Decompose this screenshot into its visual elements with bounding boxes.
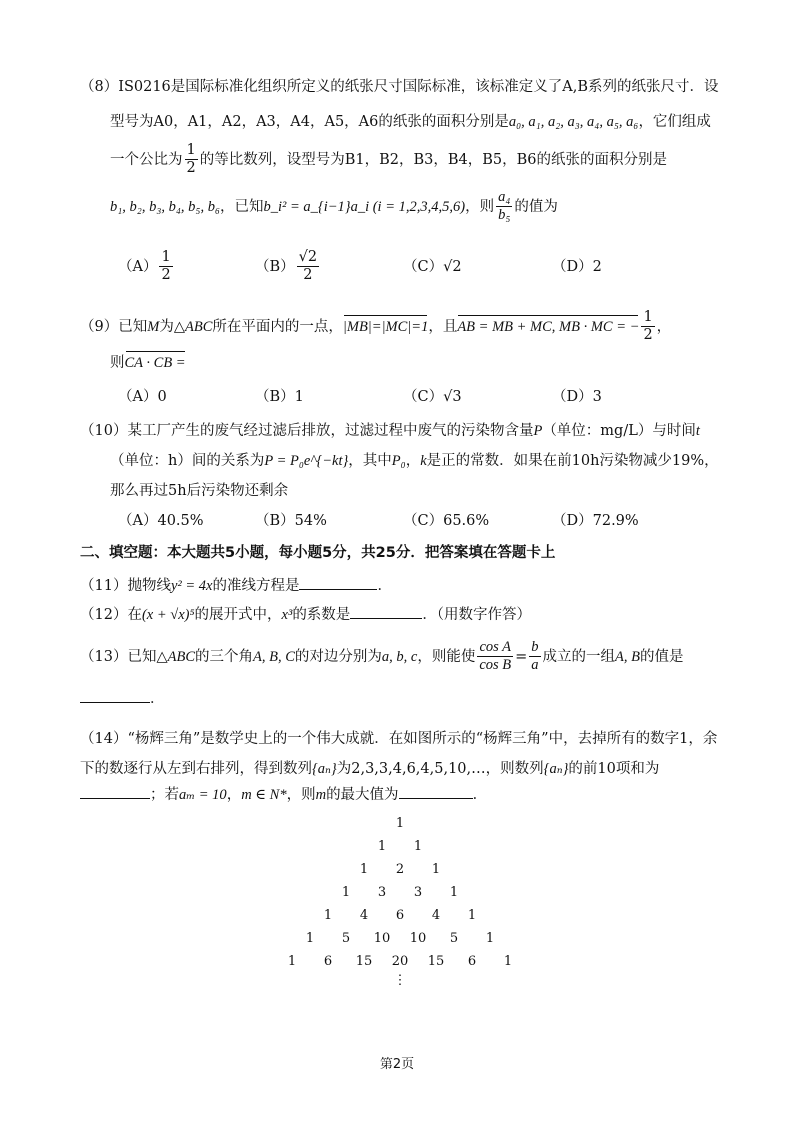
q14-line1: （14）“杨辉三角”是数学史上的一个伟大成就．在如图所示的“杨辉三角”中，去掉所有的数字1，余 <box>80 731 718 747</box>
q8-option-b[interactable]: （B） $\frac{√2}{2}$ <box>255 249 318 283</box>
triangle-number: 1 <box>287 954 297 969</box>
q8-line3: 一个公比为 $\frac{1}{2}$ 的等比数列，设型号为B1，B2，B3，B4，B5，B6的纸张的面积分别是 <box>110 142 668 176</box>
triangle-number: 5 <box>341 931 351 946</box>
triangle-number: 1 <box>449 885 459 900</box>
triangle-number: 20 <box>391 954 409 969</box>
triangle-number: 15 <box>427 954 445 969</box>
q11-answer-blank[interactable] <box>299 588 377 590</box>
triangle-number: 5 <box>449 931 459 946</box>
q8-option-c[interactable]: （C）√2 <box>403 259 462 275</box>
q14-line3: ；若aₘ = 10，m ∈ N*，则m的最大值为 ． <box>80 786 487 806</box>
triangle-number: 1 <box>323 908 333 923</box>
page-number: 第2页 <box>379 1057 415 1072</box>
triangle-continuation: ⋮ <box>393 973 407 988</box>
q9-option-c[interactable]: （C）√3 <box>403 389 462 405</box>
q13-answer-blank[interactable] <box>80 701 150 703</box>
triangle-number: 1 <box>305 931 315 946</box>
q10-line2: （单位：h）间的关系为P = P₀e^{−kt}，其中P₀，k是正的常数．如果在前10h污染物减少19%， <box>110 453 719 469</box>
q13-line1: （13）已知△ABC的三个角A, B, C的对边分别为a, b, c，则能使 $\frac{\text{cos A}}{\text{cos B}}$ = $\frac{b}{a}$ 成立的一组A, B的值是 <box>80 639 684 673</box>
triangle-number: 1 <box>395 816 405 831</box>
q10-option-c[interactable]: （C）65.6% <box>403 513 490 529</box>
q12: （12）在(x + √x)⁵的展开式中，x³的系数是 ．（用数字作答） <box>80 607 532 623</box>
triangle-number: 1 <box>503 954 513 969</box>
q8-line2: 型号为A0，A1，A2，A3，A4，A5，A6的纸张的面积分别是a₀, a₁, a₂, a₃, a₄, a₅, a₆，它们组成 <box>110 114 711 130</box>
section-heading: 二、填空题：本大题共5小题，每小题5分，共25分．把答案填在答题卡上 <box>80 545 556 561</box>
q14-answer-blank-1[interactable] <box>80 797 150 799</box>
q8-option-a[interactable]: （A） $\frac{1}{2}$ <box>118 249 171 283</box>
q9-option-a[interactable]: （A）0 <box>118 389 167 405</box>
q10-line1: （10）某工厂产生的废气经过滤后排放，过滤过程中废气的污染物含量P（单位：mg/L）与时间t <box>80 423 700 439</box>
q14-answer-blank-2[interactable] <box>399 797 473 799</box>
q8-line4: b₁, b₂, b₃, b₄, b₅, b₆，已知b_i² = a_{i−1}a_i (i = 1,2,3,4,5,6)，则 $\frac{\text{a₄}}{\text{b₅}}$ 的值为 <box>110 189 558 223</box>
triangle-number: 6 <box>467 954 477 969</box>
triangle-number: 3 <box>377 885 387 900</box>
triangle-number: 1 <box>359 862 369 877</box>
q12-answer-blank[interactable] <box>350 617 422 619</box>
q13-line2: ． <box>80 690 165 710</box>
triangle-number: 1 <box>431 862 441 877</box>
triangle-number: 15 <box>355 954 373 969</box>
triangle-number: 1 <box>377 839 387 854</box>
q9-option-b[interactable]: （B）1 <box>255 389 304 405</box>
yanghui-triangle <box>260 815 540 988</box>
q8-line1: （8）IS0216是国际标准化组织所定义的纸张尺寸国际标准，该标准定义了A,B系列的纸张尺寸．设 <box>80 79 719 95</box>
q14-line2: 下的数逐行从左到右排列，得到数列{aₙ}为2,3,3,4,6,4,5,10,…，则数列{aₙ}的前10项和为 <box>80 761 660 777</box>
triangle-number: 10 <box>409 931 427 946</box>
ratio-fraction: $\frac{1}{2}$ <box>186 142 196 176</box>
q9-line2: 则CA · CB = <box>110 354 186 374</box>
triangle-number: 2 <box>395 862 405 877</box>
triangle-number: 1 <box>485 931 495 946</box>
q10-option-b[interactable]: （B）54% <box>255 513 327 529</box>
q9-line1: （9）已知M为△ABC所在平面内的一点，|MB|=|MC|=1，且AB = MB + MC, MB · MC = − $\frac{1}{2}$ ， <box>80 309 672 343</box>
triangle-number: 1 <box>467 908 477 923</box>
triangle-number: 3 <box>413 885 423 900</box>
q11: （11）抛物线y² = 4x的准线方程是 ． <box>80 578 392 594</box>
triangle-number: 4 <box>359 908 369 923</box>
a4-b5-fraction: $\frac{\text{a₄}}{\text{b₅}}$ <box>498 189 511 223</box>
q10-option-a[interactable]: （A）40.5% <box>118 513 204 529</box>
triangle-number: 6 <box>395 908 405 923</box>
triangle-number: 1 <box>341 885 351 900</box>
q9-option-d[interactable]: （D）3 <box>552 389 602 405</box>
q10-option-d[interactable]: （D）72.9% <box>552 513 639 529</box>
q10-line3: 那么再过5h后污染物还剩余 <box>110 483 289 499</box>
triangle-number: 10 <box>373 931 391 946</box>
triangle-number: 6 <box>323 954 333 969</box>
triangle-number: 4 <box>431 908 441 923</box>
triangle-number: 1 <box>413 839 423 854</box>
q8-option-d[interactable]: （D）2 <box>552 259 602 275</box>
